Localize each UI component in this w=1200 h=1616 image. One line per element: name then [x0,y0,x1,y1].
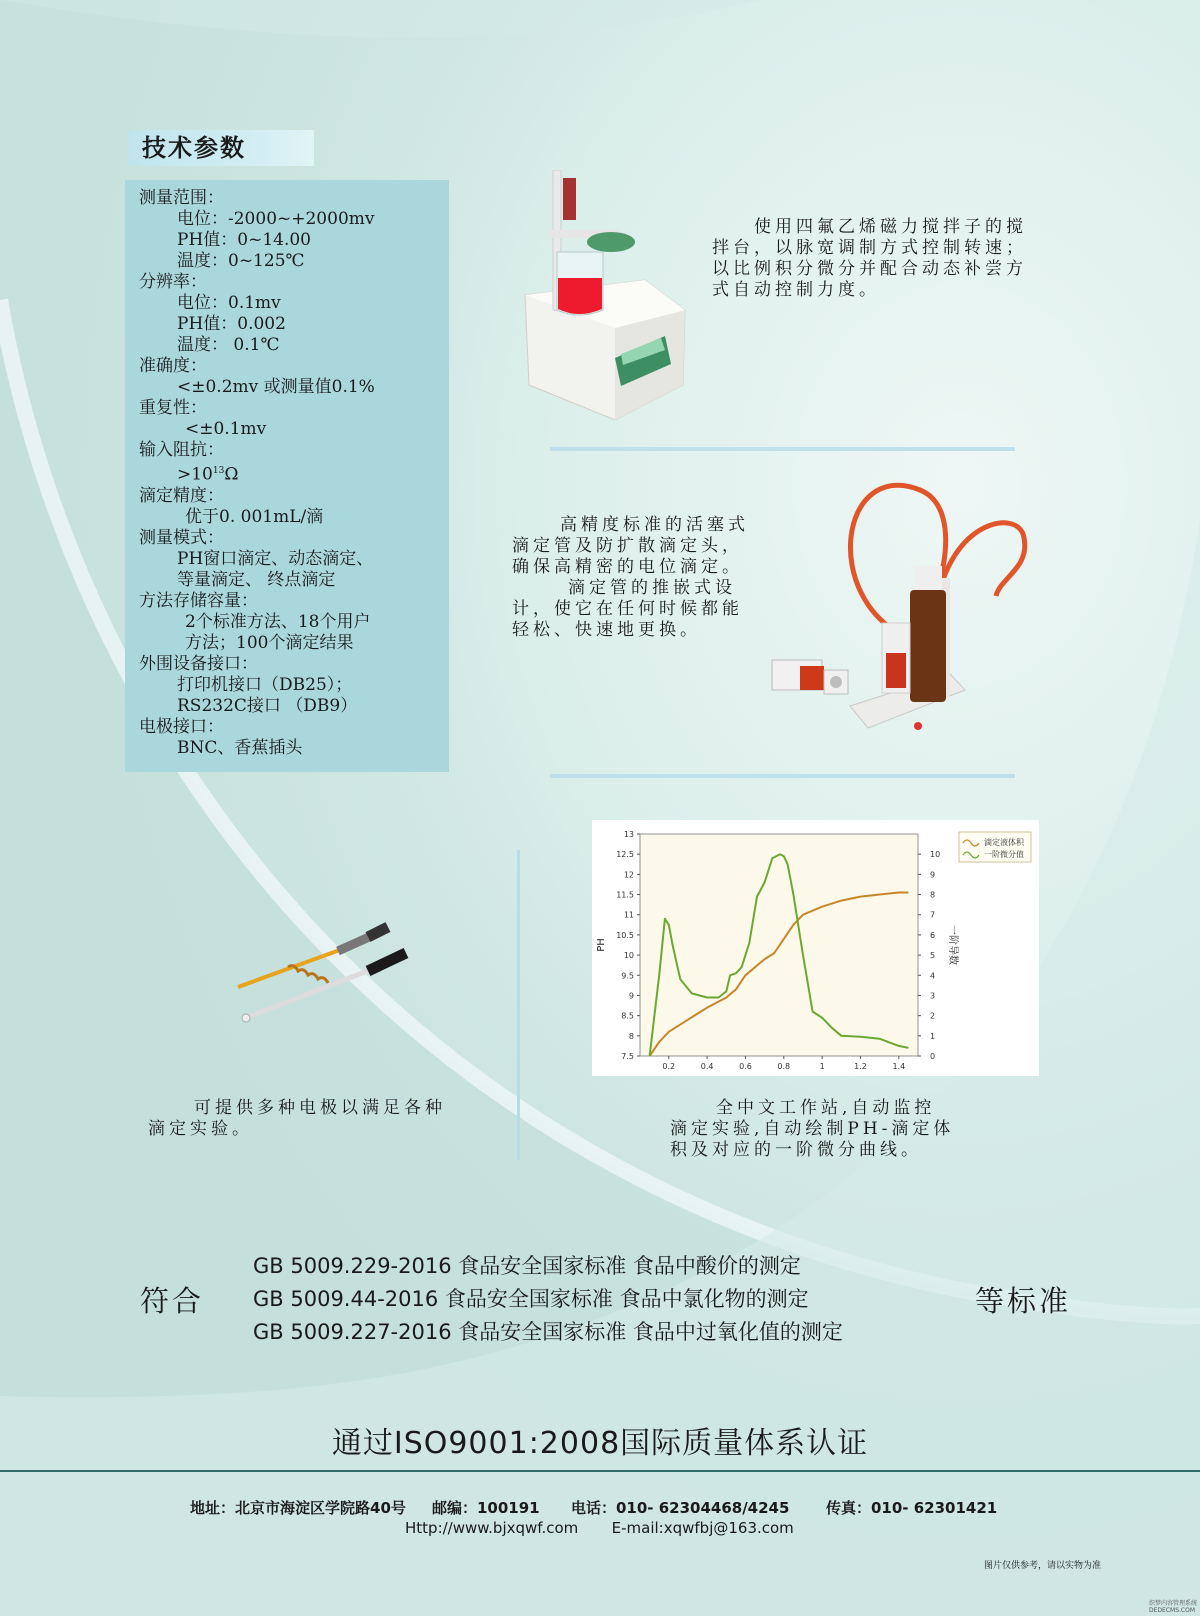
divider [517,850,520,1160]
spec-value: RS232C接口 （DB9） [177,695,358,716]
y-tick-label: 10 [623,951,634,961]
x-tick-label: 1.2 [854,1062,867,1071]
caption-line: 滴定管的推嵌式设 [568,578,736,598]
specs-panel [125,180,449,772]
y2-tick-label: 4 [930,971,936,981]
x-tick-label: 1.4 [892,1062,906,1071]
y-tick-label: 11.5 [616,890,634,900]
spec-heading-measure-range: 测量范围： [139,188,224,208]
spec-value: PH值：0.002 [177,314,286,334]
y2-tick-label: 5 [930,951,936,961]
legend-label: 滴定液体积 [984,838,1024,847]
spec-value: 优于0. 001mL/滴 [185,506,324,527]
y2-tick-label: 7 [930,910,936,920]
y-tick-label: 12 [623,870,634,880]
spec-heading-precision: 滴定精度： [139,485,224,506]
y-tick-label: 8.5 [621,1011,634,1021]
x-tick-label: 0.4 [700,1062,714,1071]
y-tick-label: 7.5 [621,1052,634,1061]
titration-chart [592,820,1039,1076]
stirrer-caption [712,217,1027,301]
y2-tick-label: 8 [930,890,936,900]
burette-caption [512,515,749,641]
caption-line: 滴定实验。 [148,1119,253,1139]
y-tick-label: 10.5 [616,930,634,940]
caption-line: 确保高精密的电位滴定。 [512,557,743,577]
spec-value: <±0.2mv 或测量值0.1% [177,377,375,397]
x-tick-label: 0.2 [662,1062,676,1071]
y-tick-label: 9.5 [621,971,634,981]
caption-line: 拌台，以脉宽调制方式控制转速； [712,238,1027,258]
spec-value: 方法；100个滴定结果 [185,632,354,653]
spec-heading-repeatability: 重复性： [139,398,207,418]
divider [550,447,1015,451]
spec-heading-peripherals: 外围设备接口： [139,653,258,674]
spec-value: 电位：0.1mv [177,293,281,313]
electrodes-caption [148,1098,446,1140]
spec-heading-impedance: 输入阻抗： [139,440,224,460]
titration-chart-panel [592,820,1039,1076]
standard-item: GB 5009.44-2016 食品安全国家标准 食品中氯化物的测定 [253,1287,809,1311]
watermark-line: DEDECMS.COM [1149,1607,1195,1614]
spec-value: PH窗口滴定、动态滴定、 [177,548,374,569]
caption-line: 积及对应的一阶微分曲线。 [670,1140,922,1160]
caption-line: 全中文工作站,自动监控 [716,1098,936,1118]
y2-tick-label: 10 [930,850,941,860]
spec-value-impedance [139,461,449,486]
y2-tick-label: 0 [930,1052,936,1061]
spec-value: <±0.1mv [185,419,267,439]
watermark-line: 织梦内容管理系统 [1149,1600,1198,1607]
burette-image [760,478,1060,756]
footer-rule [0,1470,1200,1472]
spec-heading-accuracy: 准确度： [139,356,207,376]
spec-heading-modes: 测量模式： [139,527,224,548]
caption-line: 轻松、快速地更换。 [512,620,701,640]
impedance-exponent: 13 [212,466,225,476]
standard-item: GB 5009.229-2016 食品安全国家标准 食品中酸价的测定 [253,1254,801,1278]
caption-line: 可提供多种电极以满足各种 [194,1098,446,1118]
spec-value: PH值：0~14.00 [177,230,311,250]
y-tick-label: 11 [623,910,634,920]
standards-suffix: 等标准 [975,1284,1072,1318]
y-tick-label: 8 [628,1031,634,1041]
spec-value: 温度：0~125℃ [177,251,305,271]
contact-web-line: Http://www.bjxqwf.com E-mail:xqwfbj@163.com [405,1519,794,1537]
spec-value: 等量滴定、 终点滴定 [177,569,336,590]
y-tick-label: 9 [628,991,634,1001]
caption-line: 以比例积分微分并配合动态补尝方 [712,259,1027,279]
y-tick-label: 13 [623,830,634,839]
disclaimer-note: 图片仅供参考，请以实物为准 [984,1561,1102,1571]
x-tick-label: 0.8 [777,1062,791,1071]
y2-axis-label: 一阶导数 [947,925,958,965]
specs-title: 技术参数 [128,130,314,166]
x-tick-label: 1 [819,1062,825,1071]
y2-tick-label: 1 [930,1031,936,1041]
legend-label: 一阶微分值 [984,850,1024,859]
spec-value: 打印机接口（DB25）； [177,674,353,695]
watermark [1149,1600,1197,1614]
caption-line: 高精度标准的活塞式 [560,515,749,535]
y2-tick-label: 9 [930,870,936,880]
electrodes-image [228,905,428,1025]
standards-prefix: 符合 [140,1284,205,1318]
spec-value: BNC、香蕉插头 [177,737,303,758]
impedance-unit: Ω [224,464,239,485]
software-caption [670,1098,954,1161]
y2-tick-label: 2 [930,1011,936,1021]
contact-address-line: 地址：北京市海淀区学院路40号 邮编：100191 电话：010- 62304468/4245 传真：010- 62301421 [190,1499,998,1517]
y-tick-label: 12.5 [616,850,634,860]
caption-line: 滴定实验,自动绘制PH-滴定体 [670,1119,955,1139]
spec-heading-electrode: 电极接口： [139,716,224,737]
caption-line: 使用四氟乙烯磁力搅拌子的搅 [754,217,1027,237]
y-axis-label: PH [596,938,607,952]
caption-line: 式自动控制力度。 [712,280,880,300]
divider [550,774,1015,778]
y2-tick-label: 6 [930,930,936,940]
standards-list [253,1250,843,1349]
x-tick-label: 0.6 [739,1062,752,1071]
spec-value: 电位：-2000~+2000mv [177,209,375,229]
spec-value: 温度： 0.1℃ [177,335,280,355]
caption-line: 滴定管及防扩散滴定头， [512,536,743,556]
impedance-base: >10 [177,464,213,485]
iso-certification: 通过ISO9001:2008国际质量体系认证 [331,1426,869,1461]
spec-heading-storage: 方法存储容量： [139,590,258,611]
stirrer-image [515,170,695,420]
y2-tick-label: 3 [930,991,936,1001]
spec-value: 2个标准方法、18个用户 [185,611,371,632]
standard-item: GB 5009.227-2016 食品安全国家标准 食品中过氧化值的测定 [253,1320,843,1344]
caption-line: 计，使它在任何时候都能 [512,599,743,619]
spec-heading-resolution: 分辨率： [139,272,207,292]
